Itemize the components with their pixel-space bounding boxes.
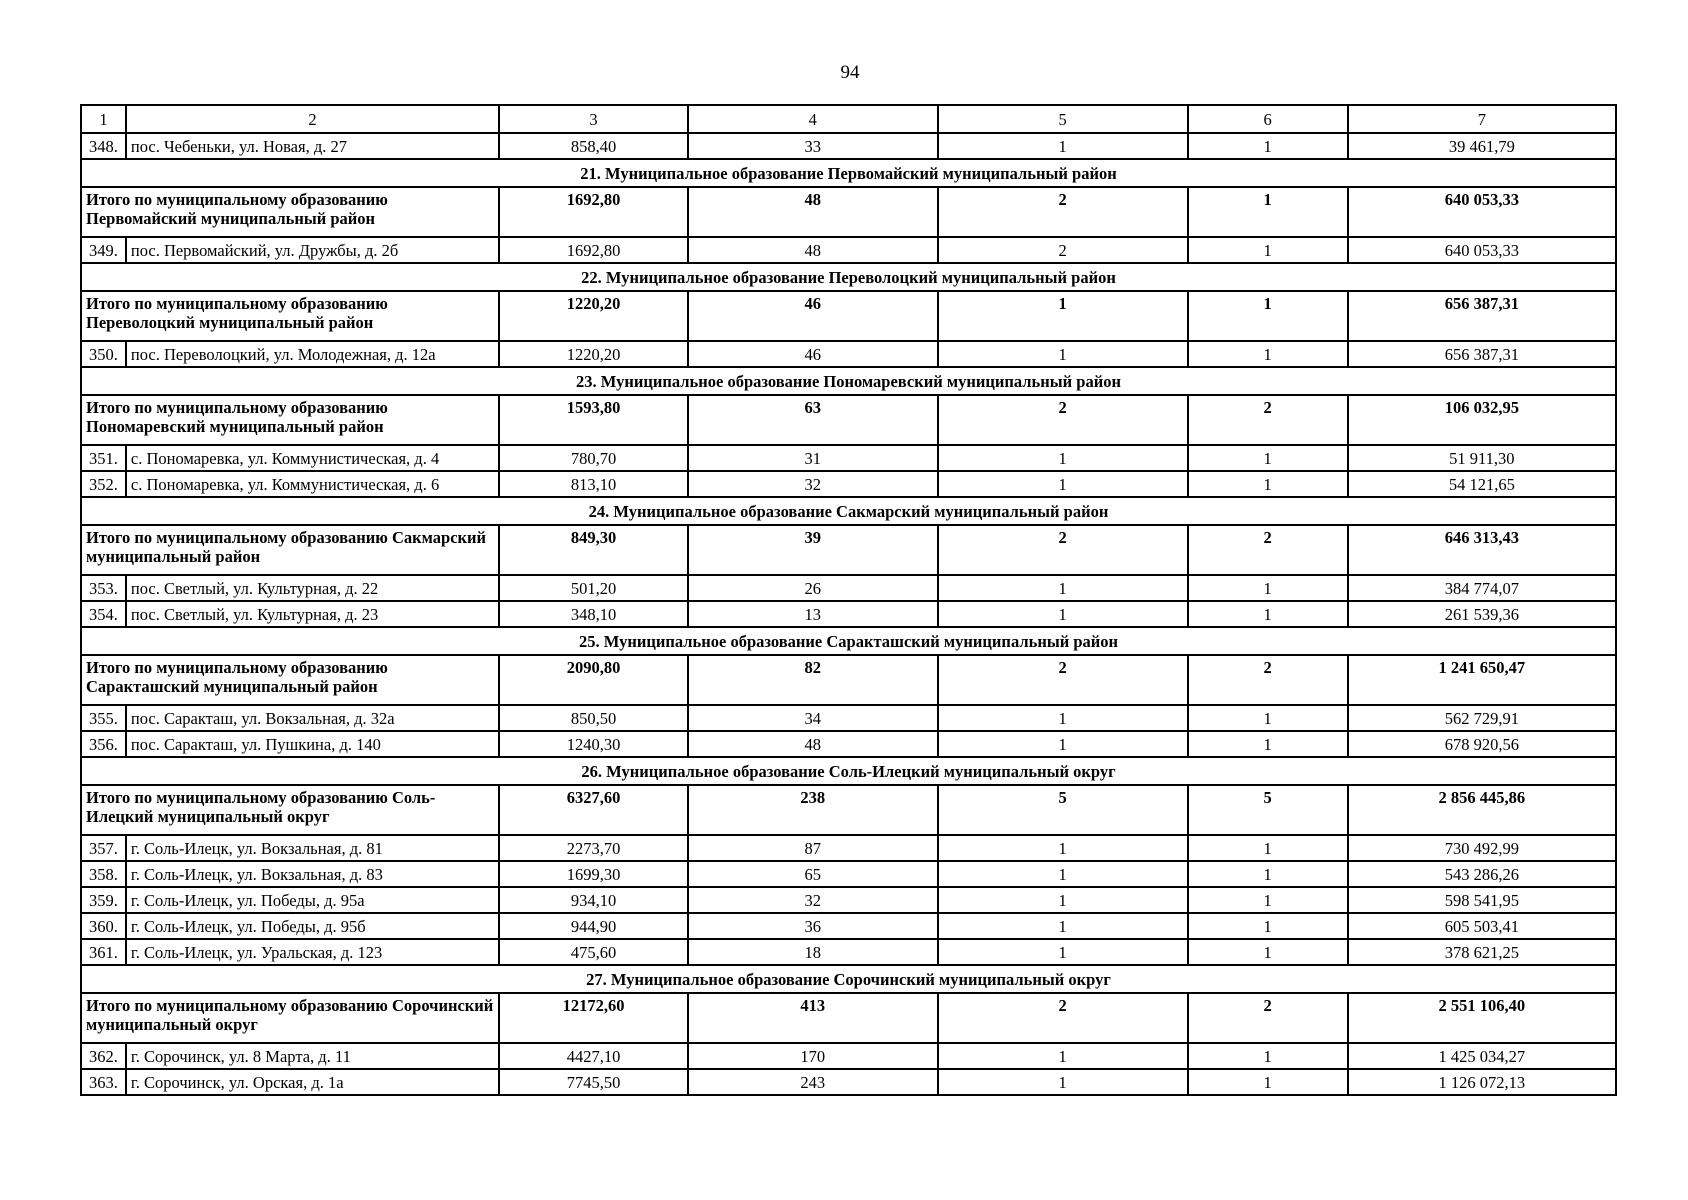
- row-col-3: 348,10: [499, 601, 688, 627]
- subtotal-label: Итого по муниципальному образованию Сорочинский муниципальный округ: [81, 993, 499, 1043]
- row-col-5: 1: [938, 575, 1188, 601]
- row-address: г. Сорочинск, ул. 8 Марта, д. 11: [126, 1043, 499, 1069]
- row-number: 357.: [81, 835, 126, 861]
- subtotal-col-7: 646 313,43: [1348, 525, 1616, 575]
- row-number: 352.: [81, 471, 126, 497]
- row-col-7: 678 920,56: [1348, 731, 1616, 757]
- table-row: [81, 237, 1616, 263]
- subtotal-col-5: 2: [938, 655, 1188, 705]
- row-col-3: 475,60: [499, 939, 688, 965]
- table-body: [81, 105, 1616, 1095]
- row-col-4: 32: [688, 471, 938, 497]
- row-col-3: 1699,30: [499, 861, 688, 887]
- subtotal-col-7: 2 856 445,86: [1348, 785, 1616, 835]
- row-col-5: 1: [938, 705, 1188, 731]
- page-number: 94: [840, 62, 860, 83]
- row-address: пос. Переволоцкий, ул. Молодежная, д. 12а: [126, 341, 499, 367]
- row-address: г. Соль-Илецк, ул. Победы, д. 95б: [126, 913, 499, 939]
- subtotal-col-6: 2: [1188, 993, 1348, 1043]
- subtotal-row: [81, 187, 1616, 237]
- table-row: [81, 601, 1616, 627]
- row-number: 363.: [81, 1069, 126, 1095]
- row-col-5: 1: [938, 835, 1188, 861]
- row-number: 359.: [81, 887, 126, 913]
- subtotal-col-5: 5: [938, 785, 1188, 835]
- column-header: 1: [81, 105, 126, 133]
- row-address: пос. Светлый, ул. Культурная, д. 23: [126, 601, 499, 627]
- subtotal-row: [81, 525, 1616, 575]
- row-col-3: 934,10: [499, 887, 688, 913]
- row-col-5: 1: [938, 341, 1188, 367]
- table-row: [81, 133, 1616, 159]
- row-number: 353.: [81, 575, 126, 601]
- section-title: 26. Муниципальное образование Соль-Илецкий муниципальный округ: [81, 757, 1616, 785]
- row-col-7: 1 126 072,13: [1348, 1069, 1616, 1095]
- subtotal-label: Итого по муниципальному образованию Первомайский муниципальный район: [81, 187, 499, 237]
- subtotal-col-6: 2: [1188, 395, 1348, 445]
- row-col-7: 730 492,99: [1348, 835, 1616, 861]
- subtotal-col-6: 2: [1188, 655, 1348, 705]
- row-number: 348.: [81, 133, 126, 159]
- row-col-7: 39 461,79: [1348, 133, 1616, 159]
- row-number: 354.: [81, 601, 126, 627]
- row-col-4: 32: [688, 887, 938, 913]
- row-col-4: 87: [688, 835, 938, 861]
- row-col-7: 598 541,95: [1348, 887, 1616, 913]
- subtotal-row: [81, 785, 1616, 835]
- row-col-3: 1692,80: [499, 237, 688, 263]
- row-col-4: 48: [688, 237, 938, 263]
- row-col-4: 48: [688, 731, 938, 757]
- subtotal-col-3: 1220,20: [499, 291, 688, 341]
- row-col-7: 54 121,65: [1348, 471, 1616, 497]
- table-row: [81, 731, 1616, 757]
- row-col-5: 1: [938, 445, 1188, 471]
- row-address: пос. Саракташ, ул. Пушкина, д. 140: [126, 731, 499, 757]
- row-col-3: 2273,70: [499, 835, 688, 861]
- table-row: [81, 939, 1616, 965]
- row-col-3: 944,90: [499, 913, 688, 939]
- section-header-row: [81, 367, 1616, 395]
- subtotal-label: Итого по муниципальному образованию Сакмарский муниципальный район: [81, 525, 499, 575]
- subtotal-label: Итого по муниципальному образованию Пономаревский муниципальный район: [81, 395, 499, 445]
- table-row: [81, 835, 1616, 861]
- table-row: [81, 1069, 1616, 1095]
- row-col-4: 33: [688, 133, 938, 159]
- row-number: 356.: [81, 731, 126, 757]
- row-col-7: 656 387,31: [1348, 341, 1616, 367]
- row-address: с. Пономаревка, ул. Коммунистическая, д. 6: [126, 471, 499, 497]
- row-col-6: 1: [1188, 705, 1348, 731]
- row-col-5: 1: [938, 913, 1188, 939]
- row-col-5: 1: [938, 887, 1188, 913]
- subtotal-col-6: 1: [1188, 187, 1348, 237]
- row-col-7: 1 425 034,27: [1348, 1043, 1616, 1069]
- row-col-6: 1: [1188, 445, 1348, 471]
- row-col-7: 51 911,30: [1348, 445, 1616, 471]
- subtotal-col-6: 2: [1188, 525, 1348, 575]
- row-col-6: 1: [1188, 133, 1348, 159]
- row-col-6: 1: [1188, 887, 1348, 913]
- subtotal-row: [81, 395, 1616, 445]
- section-title: 23. Муниципальное образование Пономаревский муниципальный район: [81, 367, 1616, 395]
- row-col-6: 1: [1188, 835, 1348, 861]
- subtotal-col-3: 2090,80: [499, 655, 688, 705]
- section-header-row: [81, 965, 1616, 993]
- row-col-5: 2: [938, 237, 1188, 263]
- row-number: 349.: [81, 237, 126, 263]
- subtotal-col-5: 2: [938, 993, 1188, 1043]
- subtotal-col-3: 849,30: [499, 525, 688, 575]
- section-title: 21. Муниципальное образование Первомайский муниципальный район: [81, 159, 1616, 187]
- row-col-7: 378 621,25: [1348, 939, 1616, 965]
- row-address: г. Соль-Илецк, ул. Вокзальная, д. 81: [126, 835, 499, 861]
- column-header: 5: [938, 105, 1188, 133]
- subtotal-label: Итого по муниципальному образованию Соль-Илецкий муниципальный округ: [81, 785, 499, 835]
- row-col-7: 640 053,33: [1348, 237, 1616, 263]
- row-col-4: 243: [688, 1069, 938, 1095]
- column-header: 4: [688, 105, 938, 133]
- row-col-4: 13: [688, 601, 938, 627]
- row-col-3: 813,10: [499, 471, 688, 497]
- row-col-6: 1: [1188, 1069, 1348, 1095]
- row-col-4: 18: [688, 939, 938, 965]
- subtotal-col-4: 238: [688, 785, 938, 835]
- row-col-6: 1: [1188, 471, 1348, 497]
- row-col-5: 1: [938, 731, 1188, 757]
- subtotal-col-7: 640 053,33: [1348, 187, 1616, 237]
- row-col-6: 1: [1188, 913, 1348, 939]
- row-col-5: 1: [938, 1069, 1188, 1095]
- subtotal-row: [81, 993, 1616, 1043]
- row-number: 351.: [81, 445, 126, 471]
- subtotal-col-6: 5: [1188, 785, 1348, 835]
- row-col-4: 34: [688, 705, 938, 731]
- housing-register-table: [80, 104, 1617, 1096]
- subtotal-col-3: 12172,60: [499, 993, 688, 1043]
- table-row: [81, 575, 1616, 601]
- section-header-row: [81, 159, 1616, 187]
- subtotal-col-7: 106 032,95: [1348, 395, 1616, 445]
- subtotal-col-7: 656 387,31: [1348, 291, 1616, 341]
- row-col-7: 261 539,36: [1348, 601, 1616, 627]
- column-header: 6: [1188, 105, 1348, 133]
- row-address: г. Сорочинск, ул. Орская, д. 1а: [126, 1069, 499, 1095]
- column-header: 7: [1348, 105, 1616, 133]
- section-title: 27. Муниципальное образование Сорочинский муниципальный округ: [81, 965, 1616, 993]
- row-number: 362.: [81, 1043, 126, 1069]
- subtotal-col-4: 48: [688, 187, 938, 237]
- subtotal-col-4: 46: [688, 291, 938, 341]
- row-col-4: 170: [688, 1043, 938, 1069]
- column-header: 3: [499, 105, 688, 133]
- subtotal-col-5: 2: [938, 187, 1188, 237]
- table-row: [81, 445, 1616, 471]
- row-col-7: 562 729,91: [1348, 705, 1616, 731]
- table-row: [81, 913, 1616, 939]
- section-title: 25. Муниципальное образование Саракташский муниципальный район: [81, 627, 1616, 655]
- subtotal-col-3: 1692,80: [499, 187, 688, 237]
- column-header-row: [81, 105, 1616, 133]
- row-col-7: 543 286,26: [1348, 861, 1616, 887]
- table-row: [81, 887, 1616, 913]
- table-row: [81, 471, 1616, 497]
- table-row: [81, 861, 1616, 887]
- row-address: с. Пономаревка, ул. Коммунистическая, д. 4: [126, 445, 499, 471]
- row-address: г. Соль-Илецк, ул. Уральская, д. 123: [126, 939, 499, 965]
- subtotal-col-4: 63: [688, 395, 938, 445]
- section-header-row: [81, 497, 1616, 525]
- row-col-5: 1: [938, 471, 1188, 497]
- subtotal-col-4: 82: [688, 655, 938, 705]
- row-col-3: 1220,20: [499, 341, 688, 367]
- section-header-row: [81, 627, 1616, 655]
- row-address: пос. Первомайский, ул. Дружбы, д. 2б: [126, 237, 499, 263]
- row-address: г. Соль-Илецк, ул. Вокзальная, д. 83: [126, 861, 499, 887]
- row-address: пос. Саракташ, ул. Вокзальная, д. 32а: [126, 705, 499, 731]
- row-number: 360.: [81, 913, 126, 939]
- row-col-4: 65: [688, 861, 938, 887]
- row-col-3: 858,40: [499, 133, 688, 159]
- row-col-6: 1: [1188, 237, 1348, 263]
- section-header-row: [81, 757, 1616, 785]
- row-col-3: 7745,50: [499, 1069, 688, 1095]
- row-number: 358.: [81, 861, 126, 887]
- row-col-5: 1: [938, 939, 1188, 965]
- row-col-6: 1: [1188, 861, 1348, 887]
- subtotal-col-4: 413: [688, 993, 938, 1043]
- row-col-3: 4427,10: [499, 1043, 688, 1069]
- section-title: 24. Муниципальное образование Сакмарский муниципальный район: [81, 497, 1616, 525]
- subtotal-col-3: 6327,60: [499, 785, 688, 835]
- subtotal-row: [81, 655, 1616, 705]
- subtotal-col-5: 1: [938, 291, 1188, 341]
- row-col-5: 1: [938, 133, 1188, 159]
- table-row: [81, 1043, 1616, 1069]
- row-col-6: 1: [1188, 1043, 1348, 1069]
- row-col-6: 1: [1188, 939, 1348, 965]
- section-title: 22. Муниципальное образование Переволоцкий муниципальный район: [81, 263, 1616, 291]
- column-header: 2: [126, 105, 499, 133]
- row-number: 361.: [81, 939, 126, 965]
- subtotal-col-7: 2 551 106,40: [1348, 993, 1616, 1043]
- row-col-4: 31: [688, 445, 938, 471]
- row-col-3: 850,50: [499, 705, 688, 731]
- row-number: 350.: [81, 341, 126, 367]
- row-col-5: 1: [938, 1043, 1188, 1069]
- row-address: г. Соль-Илецк, ул. Победы, д. 95а: [126, 887, 499, 913]
- subtotal-col-5: 2: [938, 395, 1188, 445]
- subtotal-col-4: 39: [688, 525, 938, 575]
- row-col-6: 1: [1188, 601, 1348, 627]
- row-number: 355.: [81, 705, 126, 731]
- row-col-6: 1: [1188, 575, 1348, 601]
- row-col-7: 605 503,41: [1348, 913, 1616, 939]
- row-col-3: 1240,30: [499, 731, 688, 757]
- row-address: пос. Светлый, ул. Культурная, д. 22: [126, 575, 499, 601]
- subtotal-col-3: 1593,80: [499, 395, 688, 445]
- row-col-3: 501,20: [499, 575, 688, 601]
- subtotal-label: Итого по муниципальному образованию Саракташский муниципальный район: [81, 655, 499, 705]
- subtotal-col-5: 2: [938, 525, 1188, 575]
- row-col-4: 46: [688, 341, 938, 367]
- row-col-7: 384 774,07: [1348, 575, 1616, 601]
- subtotal-col-7: 1 241 650,47: [1348, 655, 1616, 705]
- row-col-5: 1: [938, 861, 1188, 887]
- row-col-5: 1: [938, 601, 1188, 627]
- subtotal-row: [81, 291, 1616, 341]
- section-header-row: [81, 263, 1616, 291]
- row-address: пос. Чебеньки, ул. Новая, д. 27: [126, 133, 499, 159]
- table-row: [81, 341, 1616, 367]
- row-col-6: 1: [1188, 731, 1348, 757]
- row-col-4: 36: [688, 913, 938, 939]
- row-col-3: 780,70: [499, 445, 688, 471]
- table-row: [81, 705, 1616, 731]
- row-col-6: 1: [1188, 341, 1348, 367]
- row-col-4: 26: [688, 575, 938, 601]
- subtotal-col-6: 1: [1188, 291, 1348, 341]
- subtotal-label: Итого по муниципальному образованию Переволоцкий муниципальный район: [81, 291, 499, 341]
